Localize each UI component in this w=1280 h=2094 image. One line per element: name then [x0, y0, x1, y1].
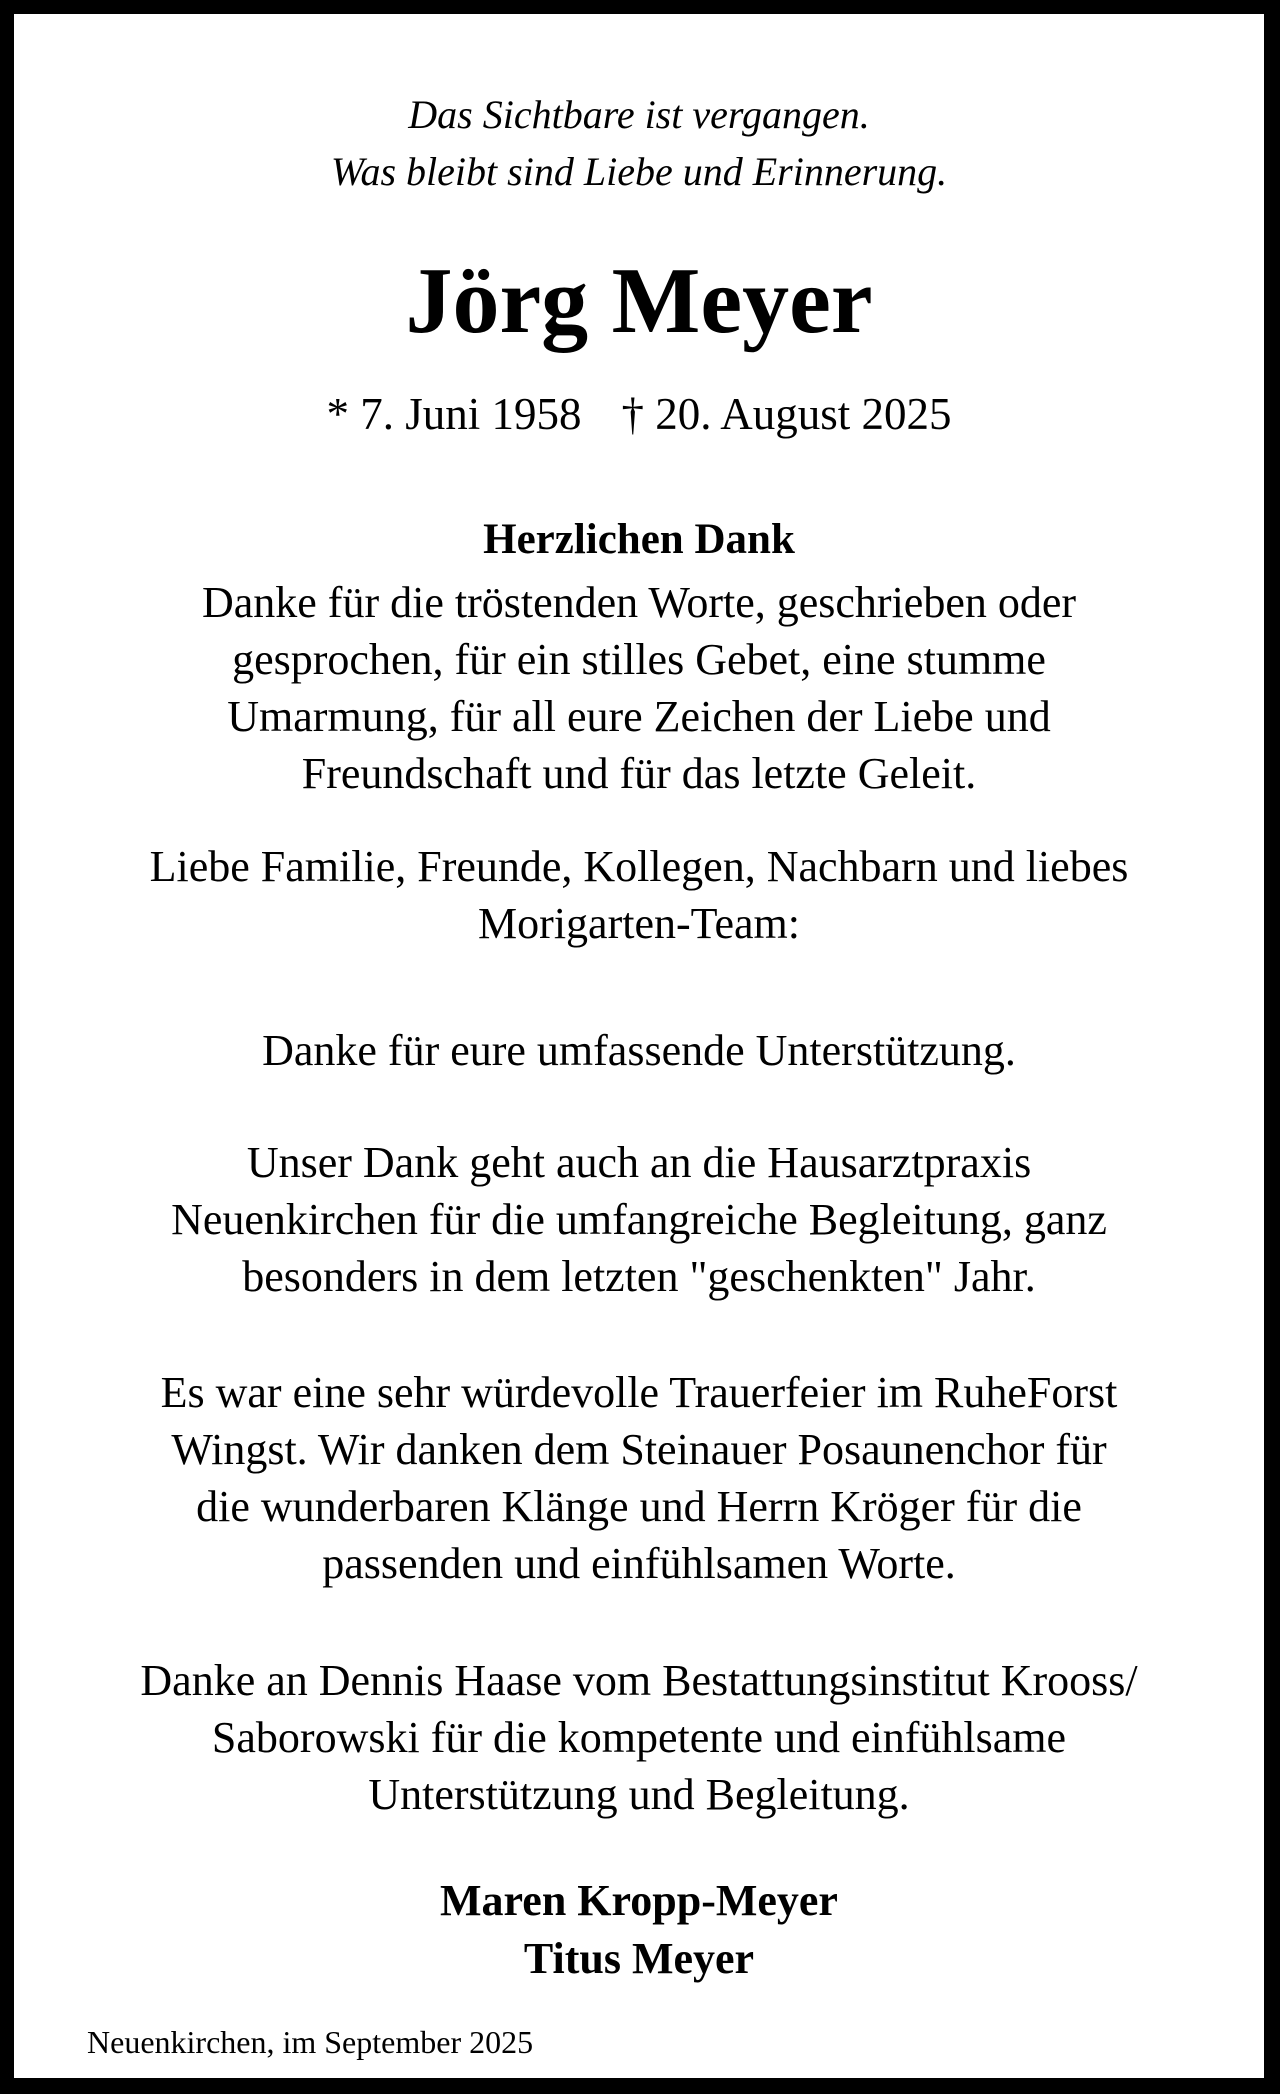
text-line: Umarmung, für all eure Zeichen der Liebe und [227, 692, 1051, 741]
quote-line: Was bleibt sind Liebe und Erinnerung. [330, 149, 948, 194]
quote [14, 86, 1264, 200]
text-line: die wunderbaren Klänge und Herrn Kröger für die [196, 1482, 1082, 1531]
paragraph [14, 1022, 1264, 1079]
signature-name: Titus Meyer [523, 1934, 755, 1983]
text-line: Danke für die tröstenden Worte, geschrieben oder [201, 578, 1077, 627]
quote-line: Das Sichtbare ist vergangen. [408, 92, 870, 137]
birth-date: * 7. Juni 1958 [326, 389, 582, 439]
heading: Herzlichen Dank [483, 516, 795, 563]
paragraph [14, 1364, 1264, 1592]
text-line: Unser Dank geht auch an die Hausarztpraxis [246, 1138, 1032, 1187]
obituary-card [14, 14, 1264, 2078]
text-line: Freundschaft und für das letzte Geleit. [301, 749, 977, 798]
text-line: Danke für eure umfassende Unterstützung. [262, 1026, 1016, 1075]
text-line: gesprochen, für ein stilles Gebet, eine stumme [232, 635, 1046, 684]
deceased-name: Jörg Meyer [405, 249, 873, 353]
death-date: † 20. August 2025 [621, 389, 952, 439]
paragraph [14, 1134, 1264, 1305]
text-line: Danke an Dennis Haase vom Bestattungsinstitut Krooss/ [140, 1656, 1138, 1705]
text-line: Neuenkirchen für die umfangreiche Begleitung, ganz [171, 1195, 1107, 1244]
signature-name: Maren Kropp-Meyer [440, 1876, 838, 1925]
text-line: besonders in dem letzten "geschenkten" Jahr. [242, 1252, 1036, 1301]
text-line: Morigarten-Team: [478, 899, 800, 948]
paragraph [14, 574, 1264, 802]
text-line: Liebe Familie, Freunde, Kollegen, Nachbarn und liebes [149, 842, 1129, 891]
text-line: passenden und einfühlsamen Worte. [322, 1539, 956, 1588]
paragraph [14, 838, 1264, 952]
text-line: Es war eine sehr würdevolle Trauerfeier im RuheForst [160, 1368, 1118, 1417]
text-line: Saborowski für die kompetente und einfühlsame [211, 1713, 1067, 1762]
signatures [14, 1872, 1264, 1988]
text-line: Unterstützung und Begleitung. [368, 1770, 910, 1819]
life-dates [14, 386, 1264, 442]
text-line: Wingst. Wir danken dem Steinauer Posaunenchor für [171, 1425, 1107, 1474]
place-date: Neuenkirchen, im September 2025 [87, 2024, 534, 2060]
paragraph [14, 1652, 1264, 1823]
